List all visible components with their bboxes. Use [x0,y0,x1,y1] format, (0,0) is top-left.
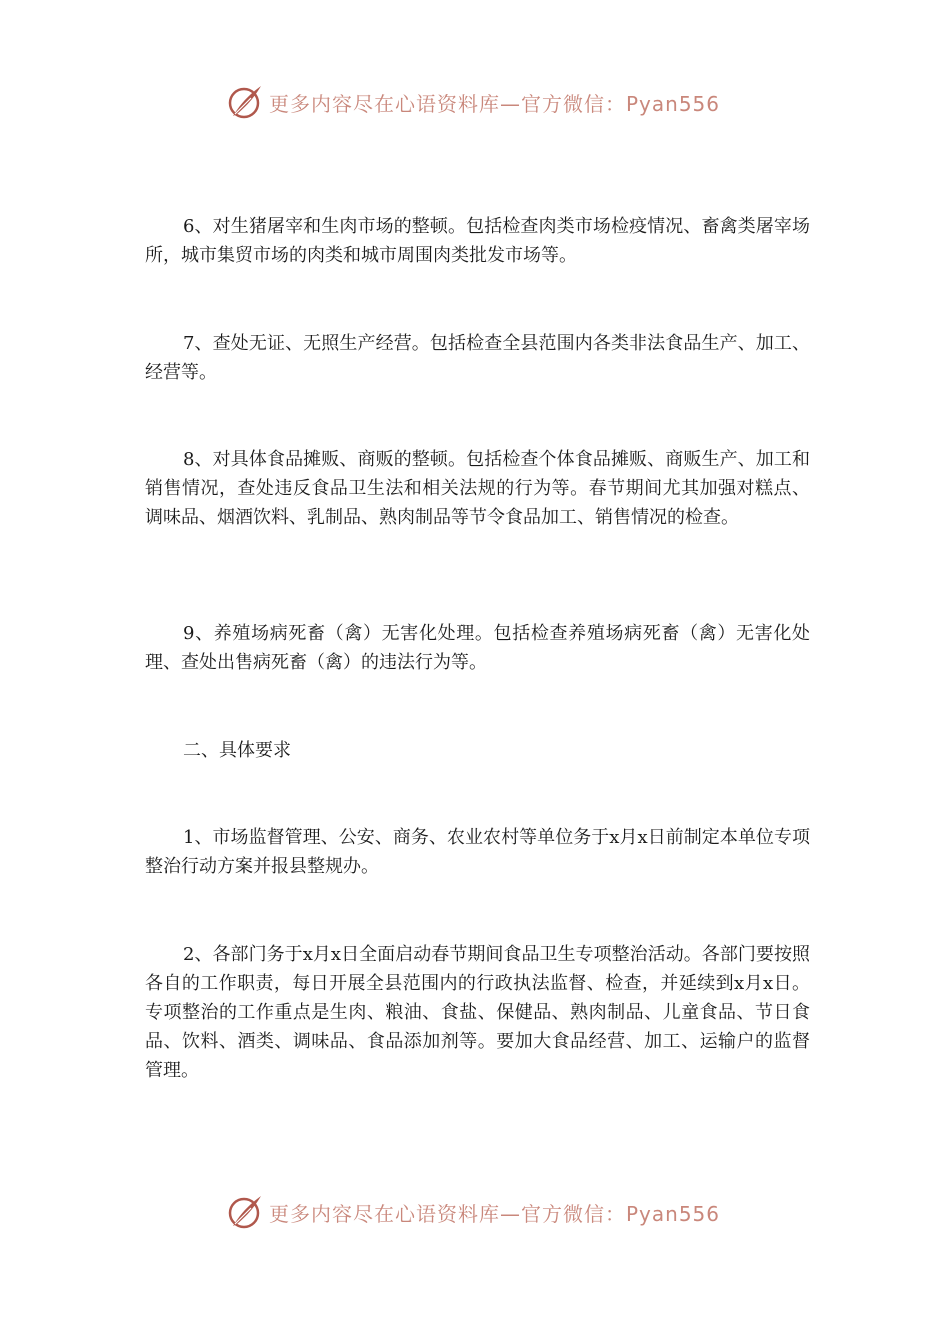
quill-pen-logo-icon [225,1192,265,1232]
footer-banner [225,1190,745,1234]
footer-banner-text: 更多内容尽在心语资料库—官方微信：Pyan556 [269,1201,721,1226]
paragraph-item-9: 9、养殖场病死畜（禽）无害化处理。包括检查养殖场病死畜（禽）无害化处理、查处出售病死畜（禽）的违法行为等。 [145,623,810,673]
header-banner [225,80,745,124]
section-heading: 二、具体要求 [183,740,291,761]
requirement-item-1: 1、市场监督管理、公安、商务、农业农村等单位务于x月x日前制定本单位专项整治行动方案并报县整规办。 [145,827,810,877]
paragraph-item-7: 7、查处无证、无照生产经营。包括检查全县范围内各类非法食品生产、加工、经营等。 [145,333,810,383]
requirement-item-2: 2、各部门务于x月x日全面启动春节期间食品卫生专项整治活动。各部门要按照各自的工作职责，每日开展全县范围内的行政执法监督、检查，并延续到x月x日。专项整治的工作重点是生肉、粮油、食盐、保健品、熟肉制品、儿童食品、节日食品、饮料、酒类、调味品、食品添加剂等。要加大食品经营、加工、运输户的监督管理。 [145,944,810,1081]
header-banner-text: 更多内容尽在心语资料库—官方微信：Pyan556 [269,91,721,116]
quill-pen-logo-icon [225,82,265,122]
paragraph-item-8: 8、对具体食品摊贩、商贩的整顿。包括检查个体食品摊贩、商贩生产、加工和销售情况，查处违反食品卫生法和相关法规的行为等。春节期间尤其加强对糕点、调味品、烟酒饮料、乳制品、熟肉制品等节令食品加工、销售情况的检查。 [145,449,810,528]
paragraph-item-6: 6、对生猪屠宰和生肉市场的整顿。包括检查肉类市场检疫情况、畜禽类屠宰场所，城市集贸市场的肉类和城市周围肉类批发市场等。 [145,216,810,266]
